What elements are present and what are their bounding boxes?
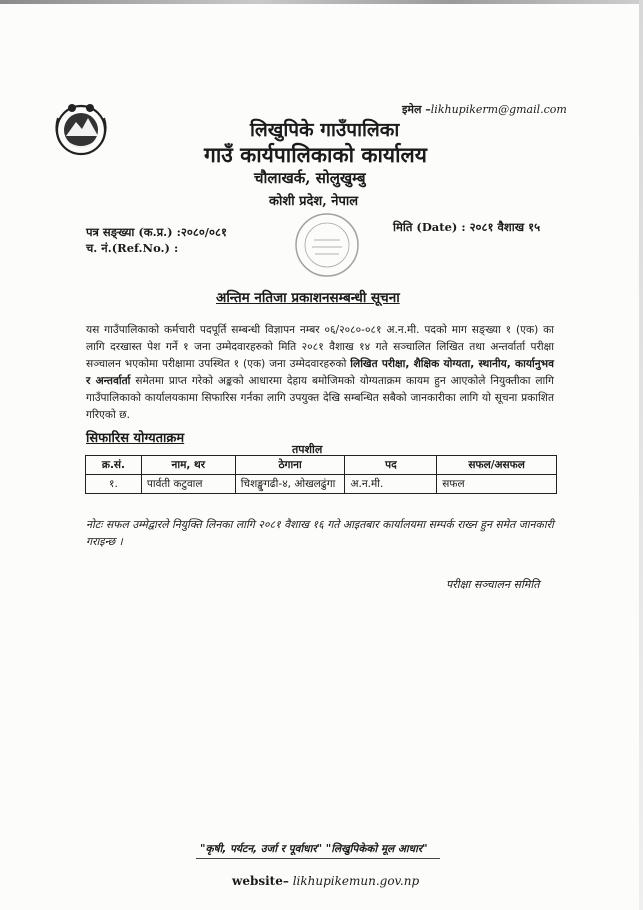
note-text: नोटः सफल उम्मेद्वारले नियुक्ति लिनका लागि २०८१ वैशाख १६ गते आइतबार कार्यालयमा सम्पर्क राख्न हुन समेत जानकारी गराइन्छ । <box>86 518 554 548</box>
municipality-name: लिखुपिके गाउँपालिका <box>250 119 400 141</box>
website-label: website– <box>232 874 289 888</box>
table-caption: तपशील <box>292 443 323 456</box>
email-label: इमेल – <box>402 103 431 116</box>
cell-sn: १. <box>86 475 142 494</box>
header-sn: क्र.सं. <box>86 456 142 475</box>
cell-name: पार्वती कटुवाल <box>141 475 235 494</box>
ref-number: च. नं.(Ref.No.) : <box>86 241 179 255</box>
office-email <box>402 102 567 117</box>
letter-date: मिति (Date) : २०८१ वैशाख १५ <box>393 220 541 234</box>
body-text-1: यस गाउँपालिकाको कर्मचारी पदपूर्ति सम्बन्धी विज्ञापन नम्बर ०६/२०८०-०८१ अ.न.मी. पदको माग सङ्ख्या १ (एक) का लागि दरखास्त पेश गर्ने १ जना उम्मेदवारहरुको मिति २०८१ वैशाख १४ गते सञ्चालित लिखित तथा अन्तर्वार्ता परीक्षा सञ्चालन भएकोमा परीक्षामा उपस्थित १ (एक) जना उम्मेदवारहरुको <box>86 324 554 370</box>
office-name: गाउँ कार्यपालिकाको कार्यालय <box>204 142 427 167</box>
header-post: पद <box>345 456 437 475</box>
office-stamp-icon <box>286 210 368 280</box>
scan-right-edge <box>639 0 643 910</box>
notice-body <box>86 322 554 424</box>
table-header-row <box>86 456 557 475</box>
footer-divider <box>196 858 440 859</box>
website-url: likhupikemun.gov.np <box>292 874 420 888</box>
cell-result: सफल <box>437 475 557 494</box>
header-address: ठेगाना <box>235 456 345 475</box>
header-name: नाम, थर <box>141 456 235 475</box>
footer-website <box>232 874 419 888</box>
footer-slogan: "कृषी, पर्यटन, उर्जा र पूर्वाधार" "लिखुपिकेको मूल आधार" <box>200 843 428 855</box>
notice-title: अन्तिम नतिजा प्रकाशनसम्बन्धी सूचना <box>216 290 400 306</box>
recommendation-table <box>85 455 557 494</box>
body-text-bold: लिखित परीक्षा, शैक्षिक योग्यता, स्थानीय, कार्यानुभव र अन्तर्वार्ता <box>86 358 554 387</box>
signature-committee: परीक्षा सञ्चालन समिति <box>446 578 540 591</box>
nepal-emblem-icon <box>52 96 110 160</box>
cell-post: अ.न.मी. <box>345 475 437 494</box>
scan-top-edge <box>0 0 643 4</box>
body-text-2: समेतमा प्राप्त गरेको अङ्कको आधारमा देहाय बमोजिमको योग्यताक्रम कायम हुन आएकोले नियुक्तीका लागि गाउँपालिकाको कार्यालयकामा सिफारिस गर्नका लागि उपयुक्त देखि सम्बन्धित सबैको जानकारीका लागि यो सूचना प्रकाशित गरिएको छ. <box>86 375 554 421</box>
cell-address: चिशङ्खुगढी-४, ओखलढुंगा <box>235 475 345 494</box>
province-country: कोशी प्रदेश, नेपाल <box>269 194 359 209</box>
office-location: चौलाखर्क, सोलुखुम्बु <box>254 169 366 187</box>
section-title: सिफारिस योग्यताक्रम <box>86 431 185 446</box>
header-result: सफल/असफल <box>437 456 557 475</box>
table-row <box>86 475 557 494</box>
letter-number: पत्र सङ्ख्या (क.प्र.) :२०८०/०८१ <box>86 225 227 239</box>
email-value: likhupikerm@gmail.com <box>430 103 567 116</box>
